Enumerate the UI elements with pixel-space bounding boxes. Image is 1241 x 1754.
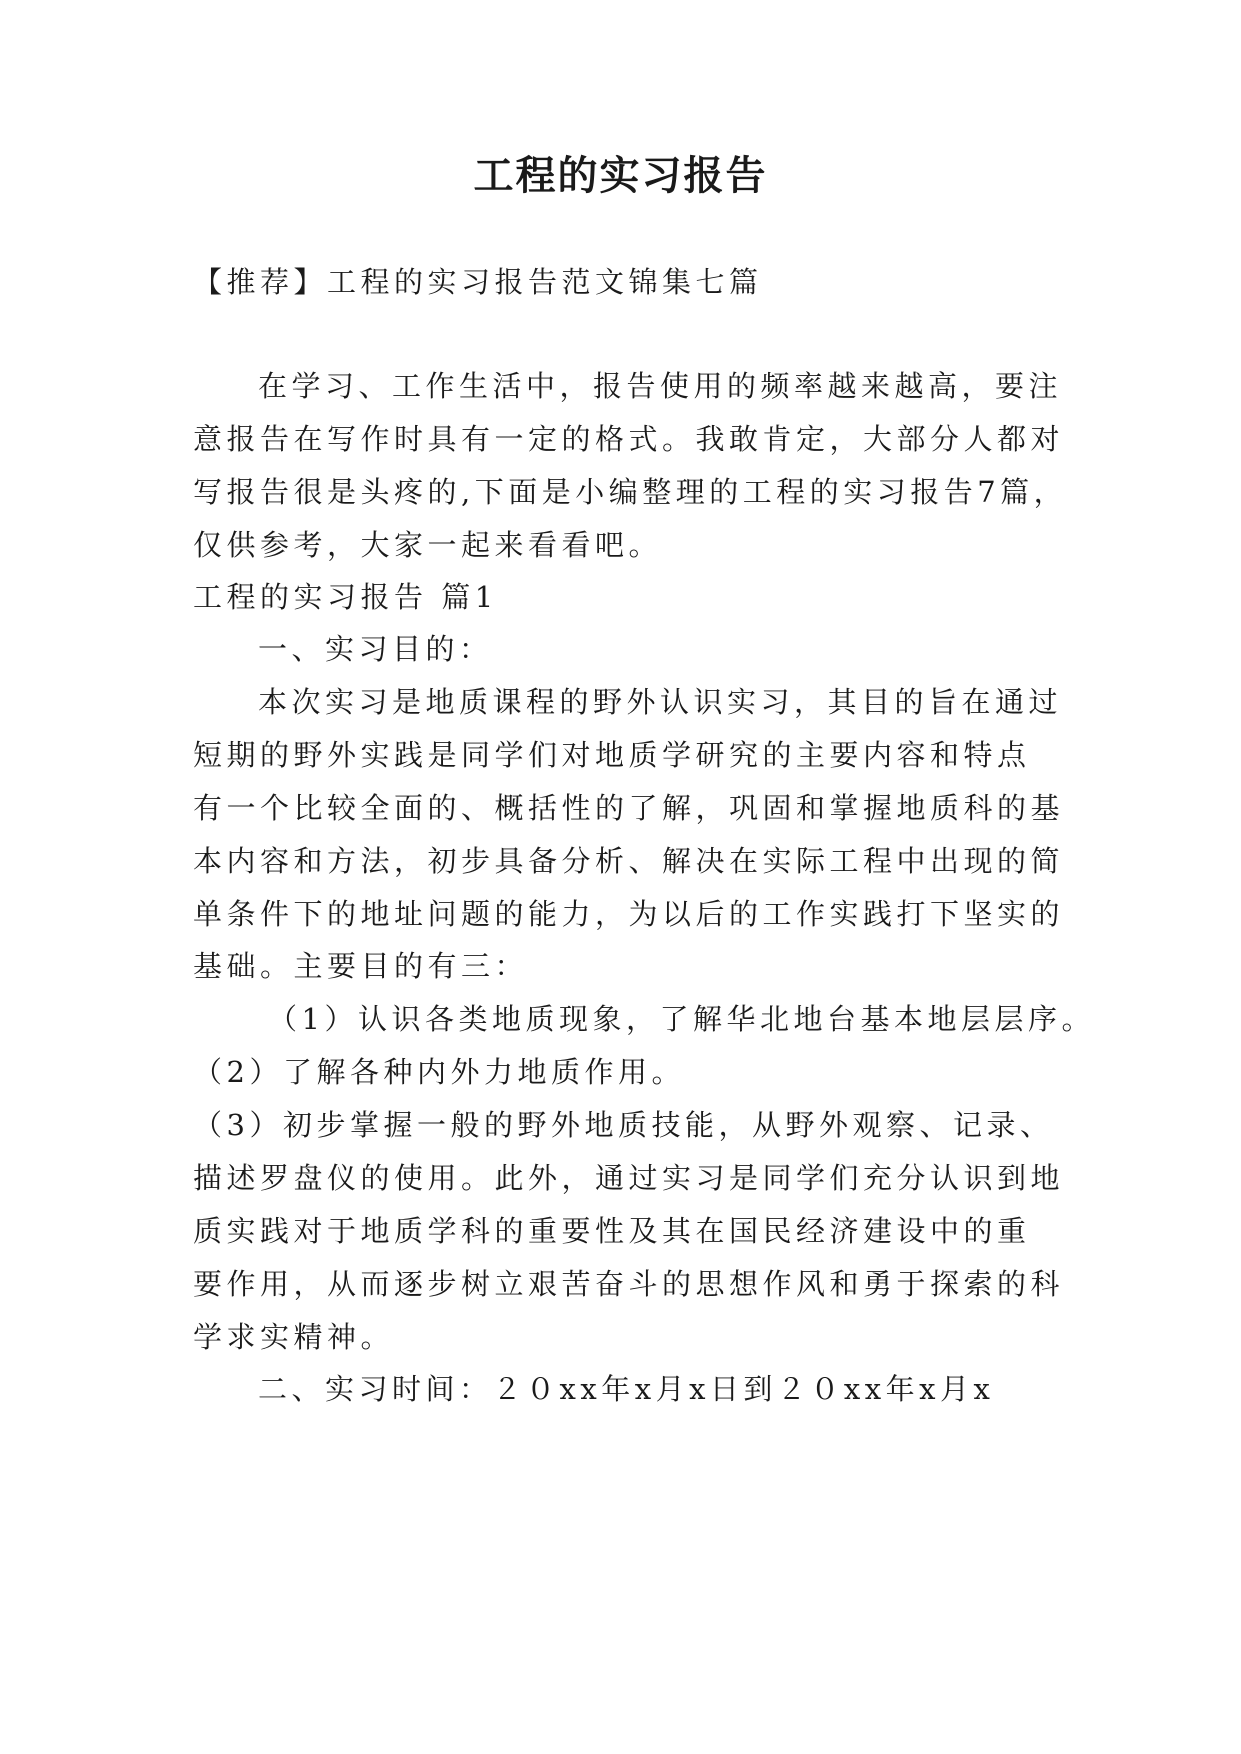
- paragraph-line: 基础。主要目的有三：: [193, 949, 529, 983]
- list-item: （1）认识各类地质现象，了解华北地台基本地层层序。: [268, 1002, 1095, 1036]
- list-item: （2）了解各种内外力地质作用。: [193, 1055, 685, 1089]
- paragraph-line: 学求实精神。: [193, 1320, 395, 1354]
- section-heading: 工程的实习报告 篇1: [193, 580, 498, 614]
- paragraph-line: 短期的野外实践是同学们对地质学研究的主要内容和特点: [193, 738, 1031, 772]
- document-title: 工程的实习报告: [473, 152, 768, 199]
- subheading: 二、实习时间：２０xx年x月x日到２０xx年x月x: [258, 1372, 995, 1406]
- paragraph-line: 单条件下的地址问题的能力，为以后的工作实践打下坚实的: [193, 897, 1065, 931]
- paragraph-line: 意报告在写作时具有一定的格式。我敢肯定，大部分人都对: [193, 422, 1065, 456]
- subheading: 一、实习目的：: [258, 632, 493, 666]
- paragraph-line: 仅供参考，大家一起来看看吧。: [193, 528, 663, 562]
- paragraph-line: 描述罗盘仪的使用。此外，通过实习是同学们充分认识到地: [193, 1161, 1065, 1195]
- list-item: （3）初步掌握一般的野外地质技能，从野外观察、记录、: [193, 1108, 1054, 1142]
- paragraph-line: 质实践对于地质学科的重要性及其在国民经济建设中的重: [193, 1214, 1031, 1248]
- paragraph-line: 要作用，从而逐步树立艰苦奋斗的思想作风和勇于探索的科: [193, 1267, 1065, 1301]
- paragraph-line: 本内容和方法，初步具备分析、解决在实际工程中出现的简: [193, 844, 1065, 878]
- paragraph-line: 有一个比较全面的、概括性的了解，巩固和掌握地质科的基: [193, 791, 1065, 825]
- paragraph-line: 本次实习是地质课程的野外认识实习，其目的旨在通过: [258, 685, 1063, 719]
- paragraph-line: 写报告很是头疼的,下面是小编整理的工程的实习报告7篇，: [193, 475, 1068, 509]
- paragraph-line: 在学习、工作生活中，报告使用的频率越来越高，要注: [258, 369, 1063, 403]
- document-subtitle: 【推荐】工程的实习报告范文锦集七篇: [193, 265, 763, 299]
